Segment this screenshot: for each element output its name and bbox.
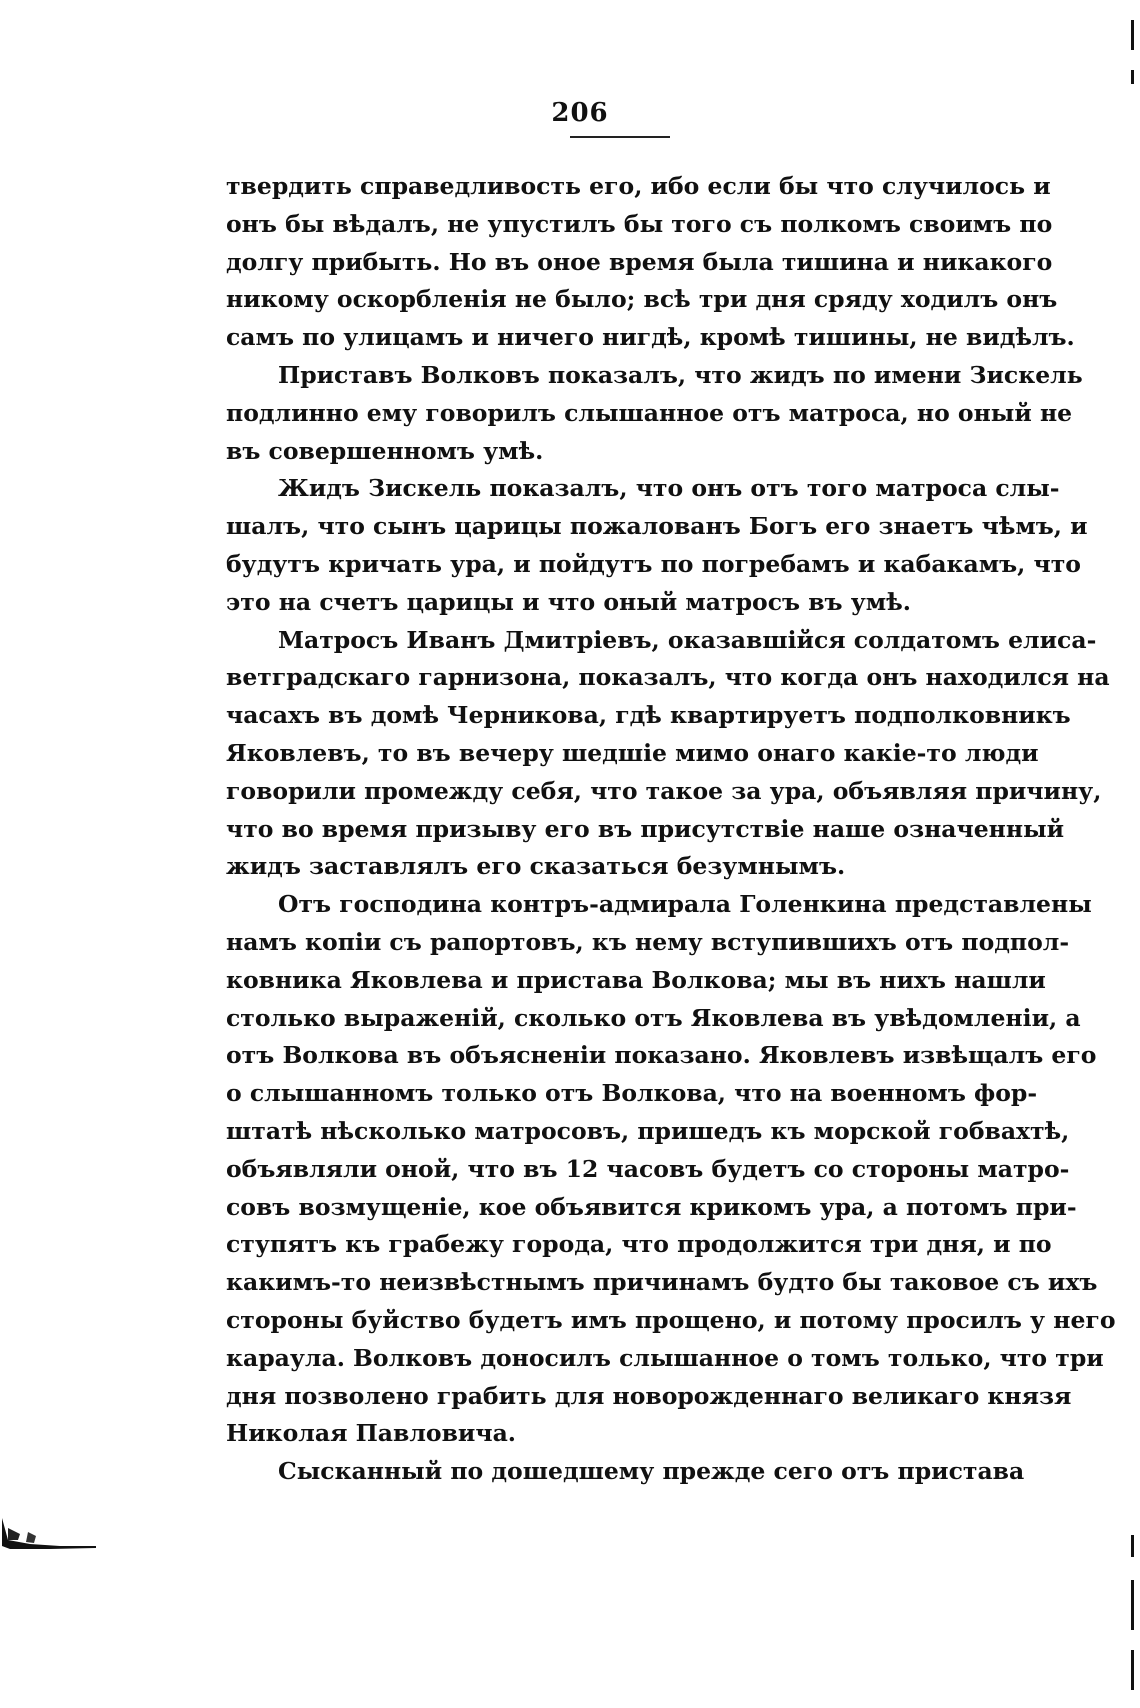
paragraph-4 (226, 622, 1110, 887)
text-line: стороны буйство будетъ имъ прощено, и потому просилъ у него (226, 1305, 1116, 1334)
text-line: говорили промежду себя, что такое за ура, объявляя причину, (226, 776, 1102, 805)
text-line: о слышанномъ только отъ Волкова, что на военномъ фор- (226, 1079, 1038, 1108)
paragraph-2 (226, 357, 1083, 470)
text-line: твердить справедливость его, ибо если бы что случилось и (226, 172, 1051, 200)
text-line: это на счетъ царицы и что оный матросъ въ умѣ. (226, 587, 911, 616)
paragraph-5 (226, 886, 1116, 1453)
text-line: будутъ кричать ура, и пойдутъ по погребамъ и кабакамъ, что (226, 549, 1081, 578)
text-line: столько выраженій, сколько отъ Яковлева въ увѣдомленіи, а (226, 1003, 1081, 1032)
text-line: караула. Волковъ доносилъ слышанное о томъ только, что три (226, 1343, 1104, 1372)
text-line: въ совершенномъ умѣ. (226, 436, 544, 465)
text-line: Матросъ Иванъ Дмитріевъ, оказавшійся солдатомъ елиса- (278, 625, 1097, 654)
text-line: Яковлевъ, то въ вечеру шедшіе мимо онаго какіе-то люди (226, 738, 1039, 767)
text-line: никому оскорбленія не было; всѣ три дня сряду ходилъ онъ (226, 285, 1058, 314)
text-line: Приставъ Волковъ показалъ, что жидъ по имени Зискель (278, 360, 1083, 389)
scan-edge-mark (1131, 0, 1134, 1708)
text-line: что во время призыву его въ присутствіе наше означенный (226, 814, 1065, 843)
text-line: дня позволено грабить для новорожденнаго великаго князя (226, 1381, 1072, 1410)
text-line: ковника Яковлева и пристава Волкова; мы въ нихъ нашли (226, 965, 1046, 994)
text-line: ветградскаго гарнизона, показалъ, что когда онъ находился на (226, 663, 1110, 692)
text-line: совъ возмущеніе, кое объявится крикомъ ура, а потомъ при- (226, 1192, 1077, 1221)
text-line: Отъ господина контръ-адмирала Голенкина представлены (278, 890, 1092, 919)
text-line: отъ Волкова въ объясненіи показано. Яковлевъ извѣщалъ его (226, 1041, 1097, 1070)
page-number: 206 (551, 98, 609, 128)
text-line: штатѣ нѣсколько матросовъ, пришедъ къ морской гобвахтѣ, (226, 1116, 1070, 1145)
body-text (226, 168, 1116, 1491)
paragraph-6 (226, 1453, 1025, 1491)
paragraph-1 (226, 168, 1075, 357)
text-line: объявляли оной, что въ 12 часовъ будетъ со стороны матро- (226, 1154, 1070, 1183)
text-line: самъ по улицамъ и ничего нигдѣ, кромѣ тишины, не видѣлъ. (226, 323, 1075, 352)
text-line: Сысканный по дошедшему прежде сего отъ пристава (278, 1457, 1025, 1486)
text-line: часахъ въ домѣ Черникова, гдѣ квартируетъ подполковникъ (226, 701, 1071, 730)
scan-smudge (0, 1510, 100, 1550)
text-line: ступятъ къ грабежу города, что продолжится три дня, и по (226, 1230, 1052, 1259)
header-rule (570, 136, 670, 138)
text-line: шалъ, что сынъ царицы пожалованъ Богъ его знаетъ чѣмъ, и (226, 512, 1088, 541)
paragraph-3 (226, 470, 1088, 621)
text-line: Жидъ Зискель показалъ, что онъ отъ того матроса слы- (278, 474, 1060, 503)
text-line: какимъ-то неизвѣстнымъ причинамъ будто бы таковое съ ихъ (226, 1268, 1098, 1297)
text-line: долгу прибыть. Но въ оное время была тишина и никакого (226, 247, 1053, 276)
text-line: жидъ заставлялъ его сказаться безумнымъ. (226, 852, 846, 881)
text-line: намъ копіи съ рапортовъ, къ нему вступившихъ отъ подпол- (226, 927, 1070, 956)
text-line: Николая Павловича. (226, 1419, 516, 1448)
text-line: подлинно ему говорилъ слышанное отъ матроса, но оный не (226, 398, 1073, 427)
text-line: онъ бы вѣдалъ, не упустилъ бы того съ полкомъ своимъ по (226, 209, 1053, 238)
